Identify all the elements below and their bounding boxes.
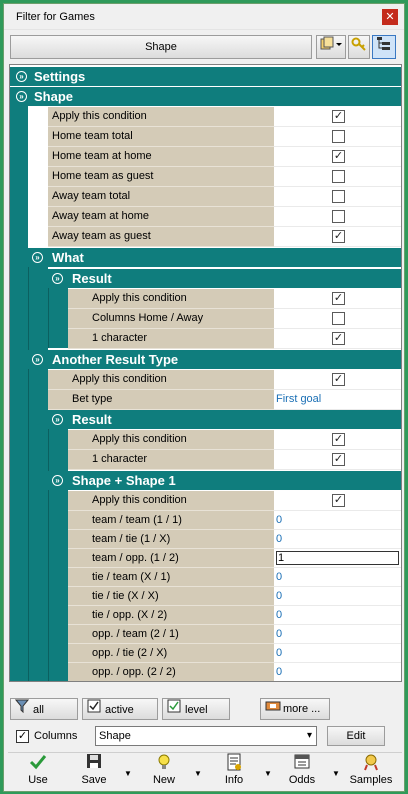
save-dropdown-icon[interactable]: ▼	[124, 769, 132, 778]
prop-row	[10, 390, 401, 410]
checkbox[interactable]	[332, 130, 345, 143]
prop-value[interactable]	[274, 167, 401, 187]
prop-value[interactable]	[274, 370, 401, 390]
prop-row	[10, 127, 401, 147]
samples-button[interactable]	[346, 753, 396, 793]
checkbox[interactable]	[332, 312, 345, 325]
samples-icon	[346, 753, 396, 773]
prop-label: Away team at home	[48, 207, 274, 227]
prop-label: Apply this condition	[48, 370, 274, 390]
prop-label: team / tie (1 / X)	[68, 530, 274, 549]
section-result-label: Result	[72, 271, 112, 286]
checkbox[interactable]	[332, 170, 345, 183]
save-button[interactable]	[74, 753, 114, 793]
active-button-label: active	[105, 704, 134, 716]
use-label: Use	[28, 774, 48, 786]
samples-label: Samples	[349, 774, 393, 786]
section-result[interactable]	[48, 269, 401, 288]
value-field[interactable]	[274, 663, 401, 682]
prop-row	[10, 309, 401, 329]
tree-view-icon[interactable]	[372, 35, 396, 59]
section-shape-label: Shape	[34, 89, 74, 104]
prop-row	[10, 167, 401, 187]
more-icon	[265, 699, 279, 719]
all-button-label: all	[33, 704, 45, 716]
section-what[interactable]	[28, 248, 401, 267]
checkbox[interactable]: ✓	[333, 433, 344, 445]
prop-label: team / opp. (1 / 2)	[68, 549, 274, 568]
filter-window	[3, 3, 405, 792]
prop-label: Away team as guest	[48, 227, 274, 247]
prop-label: tie / opp. (X / 2)	[68, 606, 274, 625]
value-field[interactable]	[274, 587, 401, 606]
prop-row	[10, 329, 401, 349]
section-shape-shape1-label: Shape + Shape 1	[72, 473, 176, 488]
checkmark-icon	[18, 753, 58, 773]
new-dropdown-icon[interactable]: ▼	[194, 769, 202, 778]
filter-buttons	[10, 698, 400, 722]
columns-select-value: Shape	[99, 730, 131, 742]
checkbox[interactable]: ✓	[333, 292, 344, 304]
odds-label: Odds	[288, 774, 316, 786]
prop-row	[10, 207, 401, 227]
columns-select[interactable]	[95, 726, 317, 746]
prop-label: Away team total	[48, 187, 274, 207]
checkbox[interactable]	[332, 210, 345, 223]
prop-label: Apply this condition	[68, 430, 274, 450]
checkbox-icon	[87, 699, 101, 720]
collapse-icon[interactable]: »	[52, 414, 63, 425]
info-button[interactable]	[214, 753, 254, 793]
prop-label: team / team (1 / 1)	[68, 511, 274, 530]
prop-row	[10, 289, 401, 309]
checkbox[interactable]: ✓	[333, 230, 344, 242]
prop-label: tie / team (X / 1)	[68, 568, 274, 587]
collapse-icon[interactable]: »	[52, 475, 63, 486]
key-icon[interactable]	[348, 35, 370, 59]
prop-value[interactable]	[274, 187, 401, 207]
prop-value[interactable]	[274, 227, 401, 247]
new-label: New	[152, 774, 175, 786]
bet-type-text: First goal	[276, 393, 322, 405]
prop-value[interactable]	[274, 289, 401, 309]
section-another-label: Another Result Type	[52, 352, 179, 367]
prop-row	[10, 511, 401, 530]
value-text: 0	[276, 666, 283, 678]
info-document-icon	[214, 753, 254, 773]
info-label: Info	[224, 774, 244, 786]
section-what-label: What	[52, 250, 84, 265]
collapse-icon[interactable]: »	[32, 252, 43, 263]
prop-value[interactable]	[274, 450, 401, 470]
prop-value[interactable]	[274, 127, 401, 147]
checkbox[interactable]: ✓	[333, 332, 344, 344]
toolbar	[10, 35, 402, 61]
collapse-icon[interactable]: »	[52, 273, 63, 284]
info-dropdown-icon[interactable]: ▼	[264, 769, 272, 778]
odds-button[interactable]	[282, 753, 322, 793]
checkbox[interactable]: ✓	[333, 110, 344, 122]
save-label: Save	[81, 774, 107, 786]
prop-value[interactable]	[274, 207, 401, 227]
active-button[interactable]	[82, 698, 158, 720]
section-result2-label: Result	[72, 412, 112, 427]
prop-value[interactable]	[274, 107, 401, 127]
prop-value[interactable]	[274, 430, 401, 450]
value-field[interactable]	[274, 625, 401, 644]
window-title: Filter for Games	[16, 11, 95, 23]
prop-label: 1 character	[68, 329, 274, 349]
odds-dropdown-icon[interactable]: ▼	[332, 769, 340, 778]
prop-value[interactable]	[274, 491, 401, 511]
prop-label: opp. / opp. (2 / 2)	[68, 663, 274, 682]
prop-label: Home team at home	[48, 147, 274, 167]
prop-label: Home team total	[48, 127, 274, 147]
value-field[interactable]	[274, 530, 401, 549]
prop-value[interactable]	[274, 309, 401, 329]
prop-label: 1 character	[68, 450, 274, 470]
prop-row	[10, 147, 401, 167]
value-field[interactable]	[274, 606, 401, 625]
value-text: 0	[276, 590, 283, 602]
prop-label: opp. / tie (2 / X)	[68, 644, 274, 663]
prop-label: tie / tie (X / X)	[68, 587, 274, 606]
collapse-icon[interactable]: »	[16, 91, 27, 102]
value-text: 0	[276, 609, 283, 621]
funnel-icon	[15, 699, 29, 720]
section-settings[interactable]	[10, 67, 401, 86]
close-button[interactable]: ✕	[382, 9, 398, 25]
all-button[interactable]	[10, 698, 78, 720]
more-button-label: more ...	[283, 703, 321, 715]
checkbox[interactable]: ✓	[333, 150, 344, 162]
prop-row	[10, 530, 401, 549]
prop-row	[10, 663, 401, 682]
calendar-icon	[282, 753, 322, 773]
prop-row	[10, 430, 401, 450]
prop-row	[10, 587, 401, 606]
section-settings-label: Settings	[34, 69, 86, 84]
prop-row	[10, 625, 401, 644]
value-field[interactable]	[274, 644, 401, 663]
action-bar	[8, 752, 402, 792]
checkbox[interactable]: ✓	[333, 373, 344, 385]
level-button[interactable]	[162, 698, 230, 720]
chevron-down-icon: ▾	[306, 730, 312, 741]
prop-row	[10, 644, 401, 663]
prop-label: Apply this condition	[48, 107, 274, 127]
prop-row	[10, 491, 401, 511]
prop-label: Bet type	[48, 390, 274, 410]
prop-row	[10, 187, 401, 207]
section-shape[interactable]	[10, 87, 401, 106]
prop-row	[10, 568, 401, 587]
checkbox[interactable]: ✓	[333, 453, 344, 465]
filter-tree	[9, 64, 402, 682]
lightbulb-icon	[144, 753, 184, 773]
value-edit-input[interactable]: 1	[276, 551, 399, 565]
level-check-icon	[167, 699, 181, 720]
collapse-icon[interactable]: »	[32, 354, 43, 365]
prop-row	[10, 549, 401, 568]
use-button[interactable]	[18, 753, 58, 793]
prop-row	[10, 107, 401, 127]
columns-checkbox[interactable]: ✓	[17, 730, 28, 742]
value-text: 0	[276, 571, 283, 583]
bet-type-value[interactable]	[274, 390, 401, 410]
prop-label: opp. / team (2 / 1)	[68, 625, 274, 644]
prop-row	[10, 370, 401, 390]
prop-row	[10, 606, 401, 625]
copy-dropdown-icon[interactable]	[316, 35, 346, 59]
value-text: 0	[276, 514, 283, 526]
new-button[interactable]	[144, 753, 184, 793]
edit-button[interactable]: Edit	[327, 726, 385, 746]
floppy-disk-icon	[74, 753, 114, 773]
shape-filter-button[interactable]: Shape	[10, 35, 312, 59]
columns-label: Columns	[34, 730, 78, 742]
value-text: 0	[276, 647, 283, 659]
prop-value[interactable]	[274, 329, 401, 349]
section-result-2[interactable]	[48, 410, 401, 429]
value-text: 0	[276, 533, 283, 545]
prop-label: Apply this condition	[68, 289, 274, 309]
columns-row	[10, 726, 402, 748]
prop-row	[10, 450, 401, 470]
checkbox[interactable]	[332, 190, 345, 203]
prop-row	[10, 227, 401, 247]
prop-label: Apply this condition	[68, 491, 274, 511]
expand-icon[interactable]: »	[16, 71, 27, 82]
prop-label: Columns Home / Away	[68, 309, 274, 329]
more-button[interactable]	[260, 698, 330, 720]
value-field[interactable]	[274, 568, 401, 587]
prop-value[interactable]	[274, 147, 401, 167]
section-another-result-type[interactable]	[28, 350, 401, 369]
checkbox[interactable]: ✓	[333, 494, 344, 506]
title-bar	[4, 4, 404, 30]
level-button-label: level	[185, 704, 208, 716]
value-editor[interactable]	[274, 549, 401, 568]
prop-label: Home team as guest	[48, 167, 274, 187]
value-field[interactable]	[274, 511, 401, 530]
value-text: 0	[276, 628, 283, 640]
section-shape-shape1[interactable]	[48, 471, 401, 490]
